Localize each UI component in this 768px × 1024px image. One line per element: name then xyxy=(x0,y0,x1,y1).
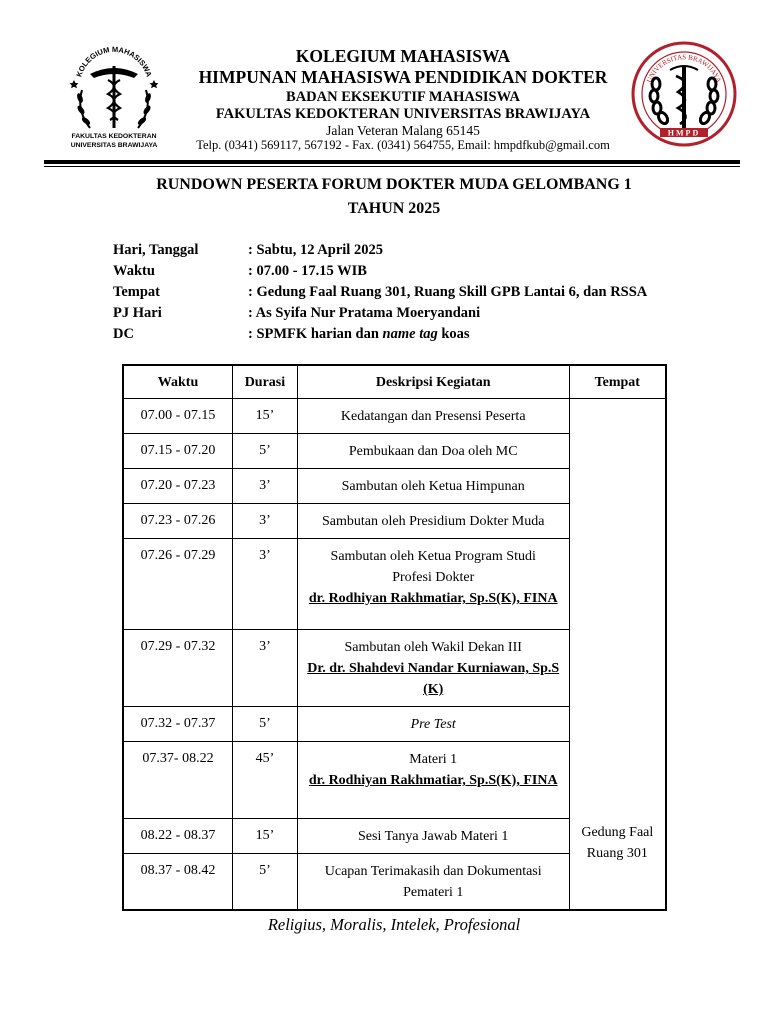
row-duration: 5’ xyxy=(233,854,298,911)
speaker-name: Dr. dr. Shahdevi Nandar Kurniawan, Sp.S (K) xyxy=(307,661,560,697)
info-value: : Gedung Faal Ruang 301, Ruang Skill GPB Lantai 6, dan RSSA xyxy=(248,284,648,300)
row-description: Sambutan oleh Wakil Dekan III Dr. dr. Shahdevi Nandar Kurniawan, Sp.S (K) xyxy=(297,630,569,707)
event-info xyxy=(113,242,647,347)
info-label: DC xyxy=(113,326,134,342)
left-logo-caption-2: UNIVERSITAS BRAWIJAYA xyxy=(70,142,158,149)
info-label: PJ Hari xyxy=(113,305,162,321)
letterhead-rule-thick xyxy=(44,160,740,164)
letterhead-line-3: BADAN EKSEKUTIF MAHASISWA xyxy=(286,89,520,105)
column-header-duration: Durasi xyxy=(233,365,298,399)
row-place: Gedung Faal Ruang 301 xyxy=(569,399,666,911)
document-title: RUNDOWN PESERTA FORUM DOKTER MUDA GELOMBANG 1 xyxy=(156,176,632,193)
right-logo-arc-text: UNIVERSITAS BRAWIJAYA xyxy=(645,53,723,84)
info-row-dresscode xyxy=(113,326,647,347)
left-logo-arc-text: KOLEGIUM MAHASISWA xyxy=(74,44,154,79)
letterhead-line-4: FAKULTAS KEDOKTERAN UNIVERSITAS BRAWIJAYA xyxy=(215,106,591,122)
row-duration: 5’ xyxy=(233,707,298,742)
speaker-name: dr. Rodhiyan Rakhmatiar, Sp.S(K), FINA xyxy=(308,591,558,606)
info-row-place xyxy=(113,284,647,305)
left-logo-caption-1: FAKULTAS KEDOKTERAN xyxy=(71,133,157,140)
row-description: Kedatangan dan Presensi Peserta xyxy=(297,399,569,434)
table-header-row xyxy=(123,365,666,399)
info-value: : 07.00 - 17.15 WIB xyxy=(248,263,367,279)
row-description: Ucapan Terimakasih dan Dokumentasi Pemateri 1 xyxy=(297,854,569,911)
table-row xyxy=(123,399,666,434)
kolegium-mahasiswa-logo xyxy=(64,40,164,152)
right-logo-banner: HMPD xyxy=(667,128,701,138)
row-time: 08.22 - 08.37 xyxy=(123,819,233,854)
letterhead-rule-thin xyxy=(44,166,740,167)
row-duration: 15’ xyxy=(233,399,298,434)
row-time: 07.20 - 07.23 xyxy=(123,469,233,504)
hmpd-logo xyxy=(630,40,738,148)
column-header-description: Deskripsi Kegiatan xyxy=(297,365,569,399)
info-row-date xyxy=(113,242,647,263)
row-duration: 3’ xyxy=(233,504,298,539)
row-description: Sambutan oleh Ketua Program Studi Profesi Dokter dr. Rodhiyan Rakhmatiar, Sp.S(K), FINA xyxy=(297,539,569,630)
row-duration: 3’ xyxy=(233,539,298,630)
row-time: 07.26 - 07.29 xyxy=(123,539,233,630)
row-time: 07.29 - 07.32 xyxy=(123,630,233,707)
row-description: Materi 1 dr. Rodhiyan Rakhmatiar, Sp.S(K), FINA xyxy=(297,742,569,819)
row-description: Sesi Tanya Jawab Materi 1 xyxy=(297,819,569,854)
row-time: 07.23 - 07.26 xyxy=(123,504,233,539)
speaker-name: dr. Rodhiyan Rakhmatiar, Sp.S(K), FINA xyxy=(308,773,558,788)
row-description: Sambutan oleh Presidium Dokter Muda xyxy=(297,504,569,539)
row-time: 07.00 - 07.15 xyxy=(123,399,233,434)
info-label: Waktu xyxy=(113,263,155,279)
rundown-table xyxy=(122,364,667,911)
column-header-place: Tempat xyxy=(569,365,666,399)
letterhead-contact: Telp. (0341) 569117, 567192 - Fax. (0341) 564755, Email: hmpdfkub@gmail.com xyxy=(196,138,610,152)
info-value: : Sabtu, 12 April 2025 xyxy=(248,242,383,258)
info-row-pj xyxy=(113,305,647,326)
row-duration: 15’ xyxy=(233,819,298,854)
column-header-time: Waktu xyxy=(123,365,233,399)
row-time: 08.37 - 08.42 xyxy=(123,854,233,911)
document-title-year: TAHUN 2025 xyxy=(347,200,441,217)
info-row-time xyxy=(113,263,647,284)
letterhead-address: Jalan Veteran Malang 65145 xyxy=(326,123,480,138)
info-value: : SPMFK harian dan name tag koas xyxy=(248,326,470,342)
row-time: 07.37- 08.22 xyxy=(123,742,233,819)
row-duration: 5’ xyxy=(233,434,298,469)
letterhead-line-2: HIMPUNAN MAHASISWA PENDIDIKAN DOKTER xyxy=(198,67,608,87)
info-label: Hari, Tanggal xyxy=(113,242,199,258)
row-duration: 3’ xyxy=(233,630,298,707)
row-time: 07.15 - 07.20 xyxy=(123,434,233,469)
row-description: Pembukaan dan Doa oleh MC xyxy=(297,434,569,469)
row-duration: 3’ xyxy=(233,469,298,504)
row-duration: 45’ xyxy=(233,742,298,819)
info-value: : As Syifa Nur Pratama Moeryandani xyxy=(248,305,481,321)
info-label: Tempat xyxy=(113,284,160,300)
row-description: Sambutan oleh Ketua Himpunan xyxy=(297,469,569,504)
row-description: Pre Test xyxy=(297,707,569,742)
letterhead-line-1: KOLEGIUM MAHASISWA xyxy=(295,46,511,66)
row-time: 07.32 - 07.37 xyxy=(123,707,233,742)
footer-motto: Religius, Moralis, Intelek, Profesional xyxy=(267,915,521,934)
